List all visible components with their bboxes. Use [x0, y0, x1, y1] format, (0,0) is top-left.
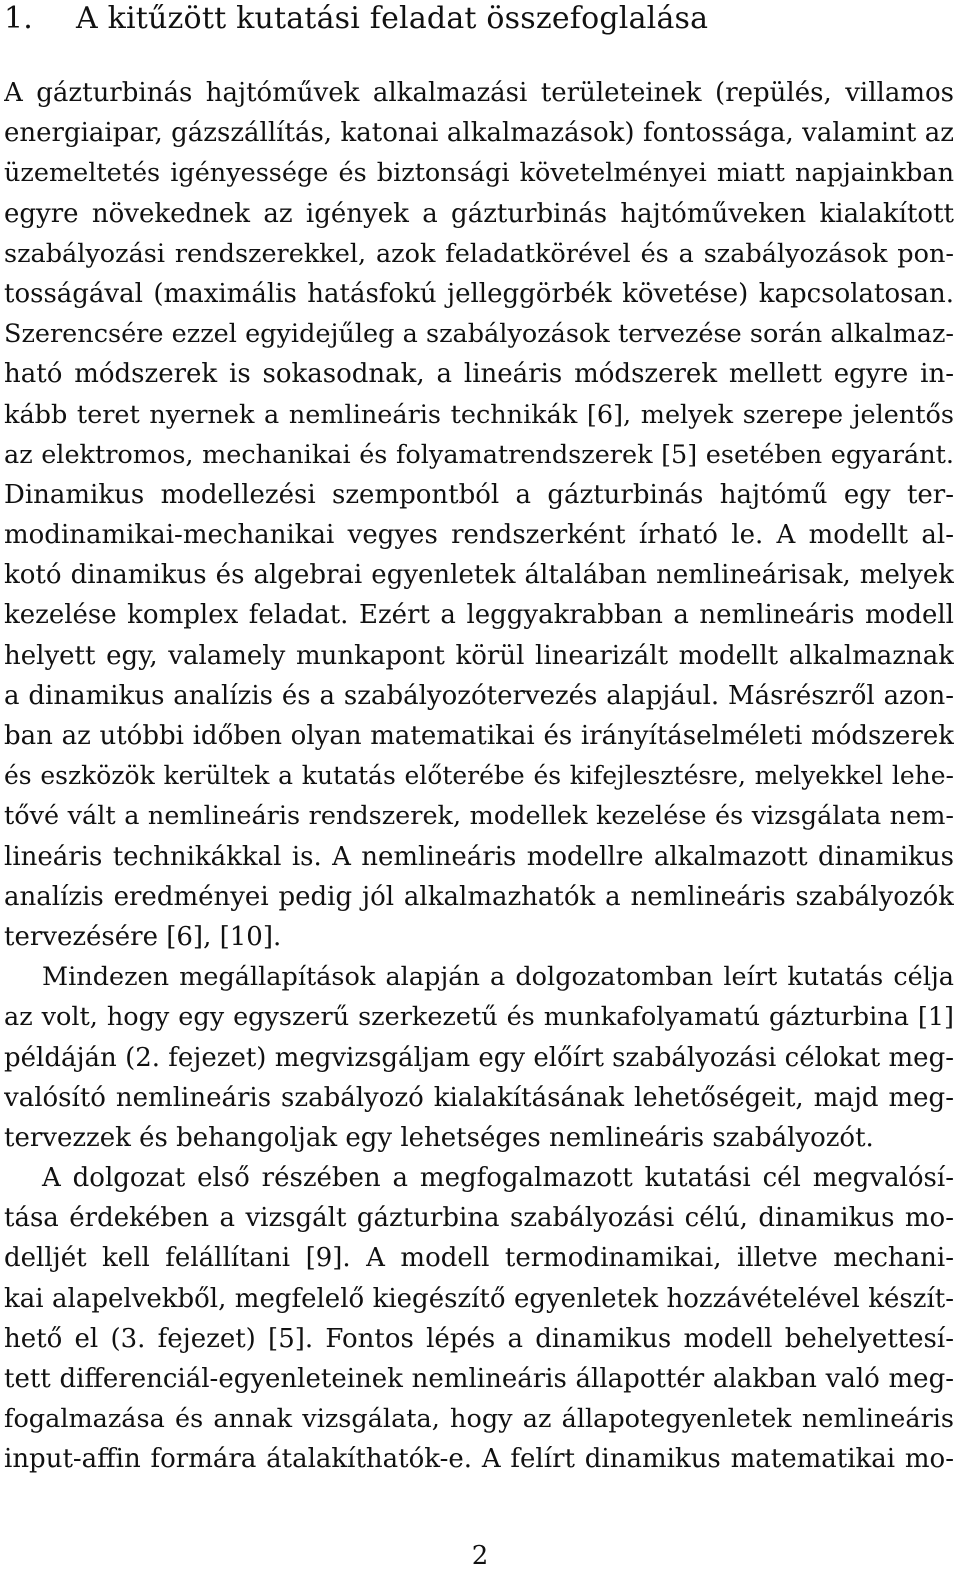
text-line: tása érdekében a vizsgált gázturbina szabályozási célú, dinamikus mo-: [4, 1203, 954, 1234]
text-line: lineáris technikákkal is. A nemlineáris modellre alkalmazott dinamikus: [4, 841, 954, 872]
text-line: üzemeltetés igényessége és biztonsági követelményei miatt napjainkban: [4, 158, 954, 189]
text-line: ható módszerek is sokasodnak, a lineáris módszerek mellett egyre in-: [4, 359, 954, 390]
section-number: 1.: [4, 1, 34, 36]
text-line: kai alapelvekből, megfelelő kiegészítő egyenletek hozzávételével készít-: [4, 1283, 954, 1314]
text-line: A dolgozat első részében a megfogalmazott kutatási cél megvalósí-: [42, 1163, 954, 1194]
text-line: tervezésére [6], [10].: [4, 921, 282, 952]
text-line: és eszközök kerültek a kutatás előterébe és kifejlesztésre, melyekkel lehe-: [4, 761, 954, 791]
text-line: tett differenciál-egyenleteinek nemlineáris állapottér alakban való meg-: [4, 1364, 954, 1394]
body-text: [4, 73, 954, 1480]
text-line: az elektromos, mechanikai és folyamatrendszerek [5] esetében egyaránt.: [4, 439, 954, 470]
section-title: A kitűzött kutatási feladat összefoglalása: [76, 1, 709, 36]
text-line: Mindezen megállapítások alapján a dolgozatomban leírt kutatás célja: [42, 962, 954, 993]
text-line: kezelése komplex feladat. Ezért a leggyakrabban a nemlineáris modell: [4, 600, 954, 631]
paragraph-2: [4, 957, 954, 1158]
text-line: energiaipar, gázszállítás, katonai alkalmazások) fontossága, valamint az: [4, 118, 954, 149]
text-line: hető el (3. fejezet) [5]. Fontos lépés a dinamikus modell behelyettesí-: [4, 1323, 954, 1354]
page-number: 2: [471, 1541, 489, 1571]
paragraph-1: [4, 73, 954, 957]
text-line: szabályozási rendszerekkel, azok feladatkörével és a szabályozások pon-: [4, 238, 954, 269]
text-line: ban az utóbbi időben olyan matematikai és irányításelméleti módszerek: [4, 721, 954, 751]
text-line: Dinamikus modellezési szempontból a gázturbinás hajtómű egy ter-: [4, 479, 954, 510]
text-line: valósító nemlineáris szabályozó kialakításának lehetőségeit, majd meg-: [4, 1082, 954, 1113]
text-line: delljét kell felállítani [9]. A modell termodinamikai, illetve mechani-: [4, 1243, 954, 1274]
text-line: tővé vált a nemlineáris rendszerek, modellek kezelése és vizsgálata nem-: [4, 801, 954, 832]
text-line: modinamikai-mechanikai vegyes rendszerként írható le. A modellt al-: [4, 520, 954, 551]
section-heading: [4, 0, 954, 38]
paragraph-3: [4, 1158, 954, 1480]
text-line: fogalmazása és annak vizsgálata, hogy az állapotegyenletek nemlineáris: [4, 1404, 954, 1435]
text-line: kább teret nyernek a nemlineáris technikák [6], melyek szerepe jelentős: [4, 399, 954, 430]
text-line: analízis eredményei pedig jól alkalmazhatók a nemlineáris szabályozók: [4, 881, 954, 912]
text-line: input-affin formára átalakíthatók-e. A felírt dinamikus matematikai mo-: [4, 1444, 954, 1475]
text-line: a dinamikus analízis és a szabályozótervezés alapjául. Másrészről azon-: [4, 680, 954, 711]
text-line: tosságával (maximális hatásfokú jelleggörbék követése) kapcsolatosan.: [4, 278, 954, 309]
text-line: az volt, hogy egy egyszerű szerkezetű és munkafolyamatú gázturbina [1]: [4, 1002, 954, 1033]
text-line: példáján (2. fejezet) megvizsgáljam egy előírt szabályozási célokat meg-: [4, 1042, 954, 1073]
text-line: helyett egy, valamely munkapont körül linearizált modellt alkalmaznak: [4, 640, 954, 671]
text-line: Szerencsére ezzel egyidejűleg a szabályozások tervezése során alkalmaz-: [4, 319, 954, 350]
text-line: tervezzek és behangoljak egy lehetséges nemlineáris szabályozót.: [4, 1122, 874, 1153]
text-line: A gázturbinás hajtóművek alkalmazási területeinek (repülés, villamos: [4, 78, 954, 108]
text-line: egyre növekednek az igények a gázturbinás hajtóműveken kialakított: [4, 198, 954, 229]
text-line: kotó dinamikus és algebrai egyenletek általában nemlineárisak, melyek: [4, 560, 954, 591]
